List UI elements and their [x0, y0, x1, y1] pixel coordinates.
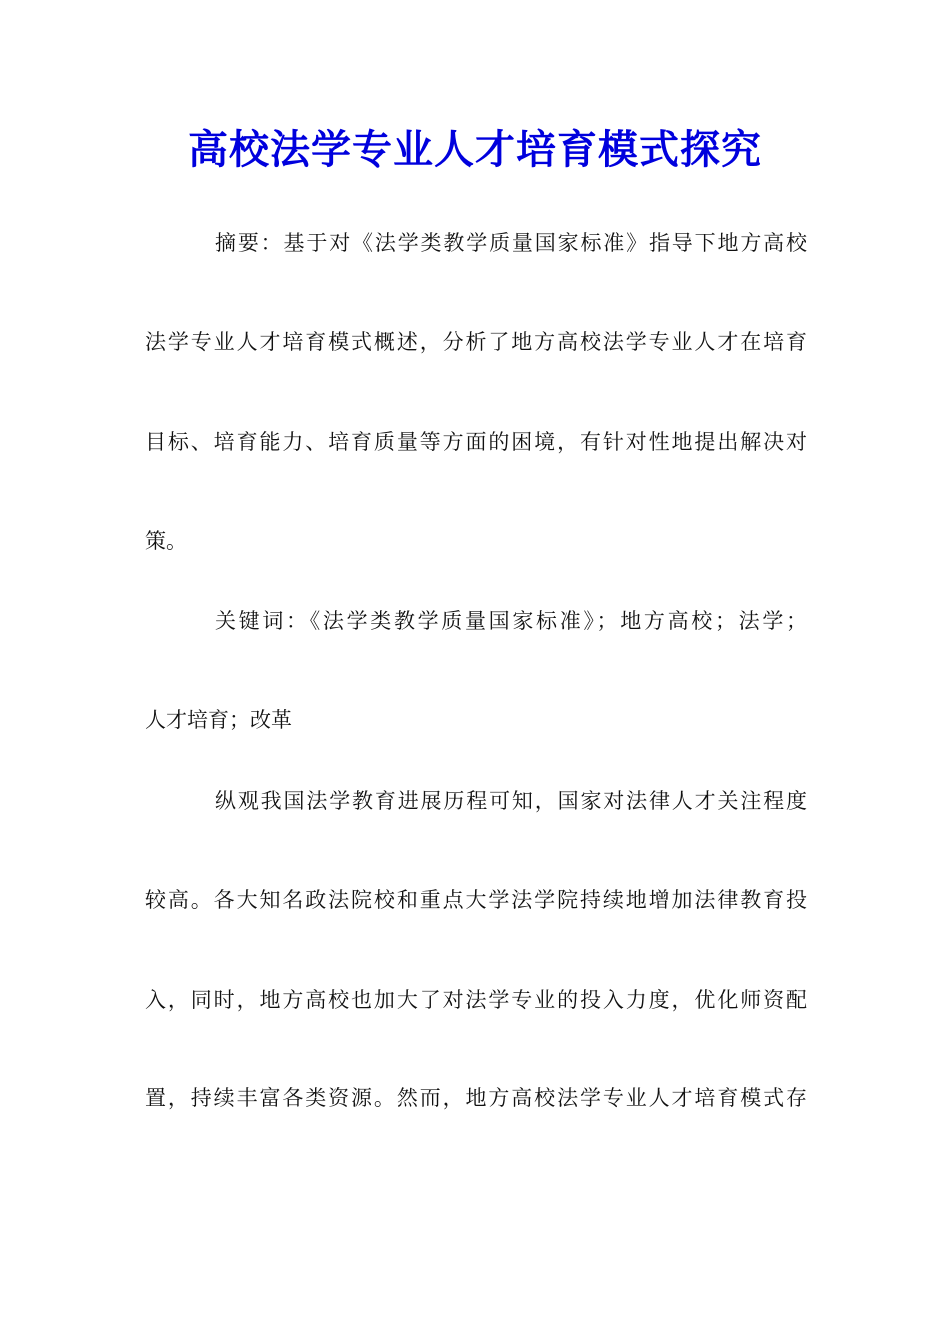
- abstract-line: 法学专业人才培育模式概述，分析了地方高校法学专业人才在培育: [145, 330, 807, 354]
- abstract-line: 摘要：基于对《法学类教学质量国家标准》指导下地方高校: [215, 231, 807, 255]
- abstract-line: 策。: [145, 529, 187, 553]
- keywords-line: 关键词：《法学类教学质量国家标准》；地方高校；法学；: [215, 609, 807, 633]
- document-title: 高校法学专业人才培育模式探究: [188, 126, 762, 173]
- body-line: 较高。各大知名政法院校和重点大学法学院持续地增加法律教育投: [145, 888, 807, 912]
- body-line: 入，同时，地方高校也加大了对法学专业的投入力度，优化师资配: [145, 988, 807, 1012]
- body-line: 置，持续丰富各类资源。然而，地方高校法学专业人才培育模式存: [145, 1086, 807, 1110]
- keywords-line: 人才培育；改革: [145, 708, 292, 732]
- abstract-line: 目标、培育能力、培育质量等方面的困境，有针对性地提出解决对: [145, 430, 807, 454]
- body-line: 纵观我国法学教育进展历程可知，国家对法律人才关注程度: [215, 789, 807, 813]
